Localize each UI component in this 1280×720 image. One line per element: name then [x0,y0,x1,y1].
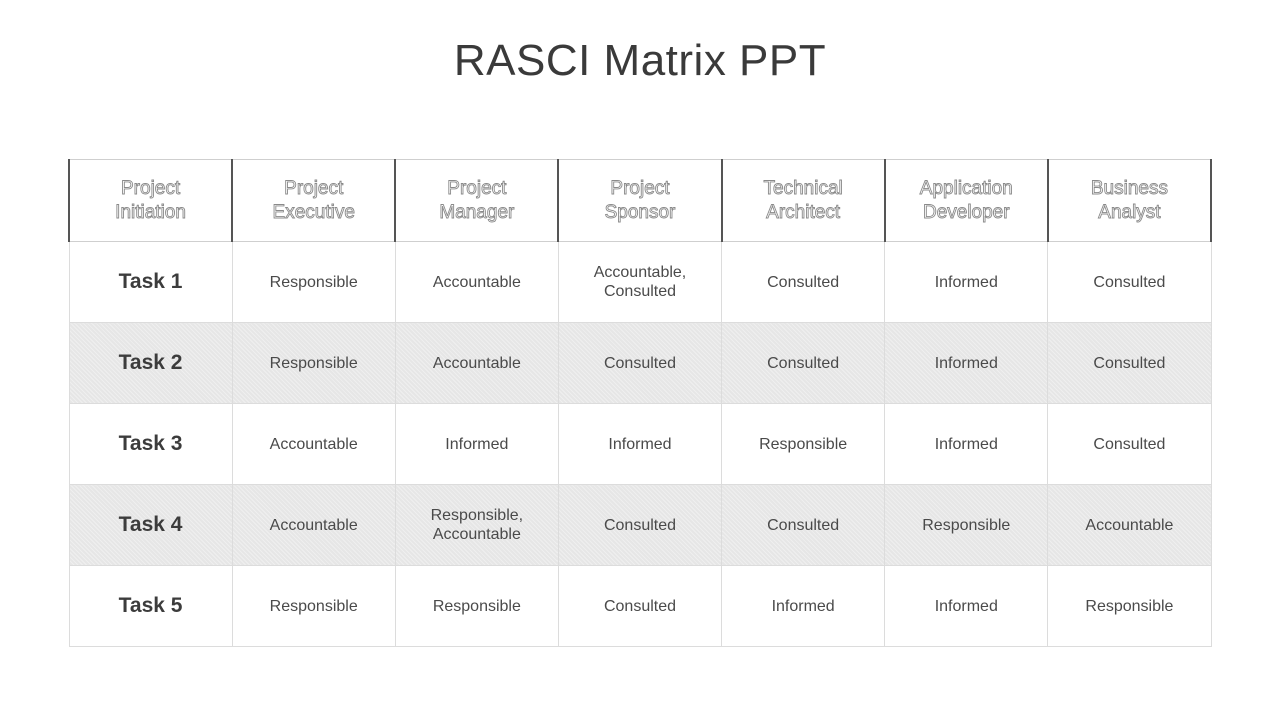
table-cell: Responsible [885,485,1048,566]
table-cell: Consulted [1048,404,1211,485]
table-cell: Consulted [722,323,885,404]
table-row [69,566,1211,647]
table-cell: Responsible [232,242,395,323]
table-cell: Responsible, Accountable [395,485,558,566]
table-cell: Responsible [395,566,558,647]
column-header: Project Sponsor [558,160,721,242]
table-cell: Consulted [558,323,721,404]
task-label: Task 2 [69,323,232,404]
task-label: Task 3 [69,404,232,485]
column-header: Project Initiation [69,160,232,242]
column-header: Business Analyst [1048,160,1211,242]
table-cell: Accountable [1048,485,1211,566]
table-cell: Consulted [722,485,885,566]
table-cell: Accountable [232,485,395,566]
table-cell: Responsible [232,323,395,404]
table-cell: Consulted [558,485,721,566]
table-cell: Informed [885,566,1048,647]
task-label: Task 5 [69,566,232,647]
table-cell: Informed [885,323,1048,404]
table-cell: Consulted [722,242,885,323]
header-row [69,160,1211,242]
table-row [69,242,1211,323]
column-header: Application Developer [885,160,1048,242]
task-label: Task 4 [69,485,232,566]
column-header: Project Manager [395,160,558,242]
task-label: Task 1 [69,242,232,323]
rasci-matrix-table [68,159,1212,647]
table-cell: Accountable [232,404,395,485]
column-header: Technical Architect [722,160,885,242]
table-cell: Informed [722,566,885,647]
table-cell: Responsible [722,404,885,485]
table-cell: Responsible [1048,566,1211,647]
table-cell: Informed [885,242,1048,323]
table-row [69,323,1211,404]
table-cell: Consulted [558,566,721,647]
table-row [69,404,1211,485]
table-cell: Accountable, Consulted [558,242,721,323]
table-cell: Consulted [1048,323,1211,404]
table-cell: Informed [558,404,721,485]
table-cell: Informed [885,404,1048,485]
table-cell: Responsible [232,566,395,647]
column-header: Project Executive [232,160,395,242]
table-cell: Informed [395,404,558,485]
table-cell: Accountable [395,323,558,404]
table-cell: Accountable [395,242,558,323]
table-cell: Consulted [1048,242,1211,323]
table-row [69,485,1211,566]
page-title: RASCI Matrix PPT [453,36,827,85]
